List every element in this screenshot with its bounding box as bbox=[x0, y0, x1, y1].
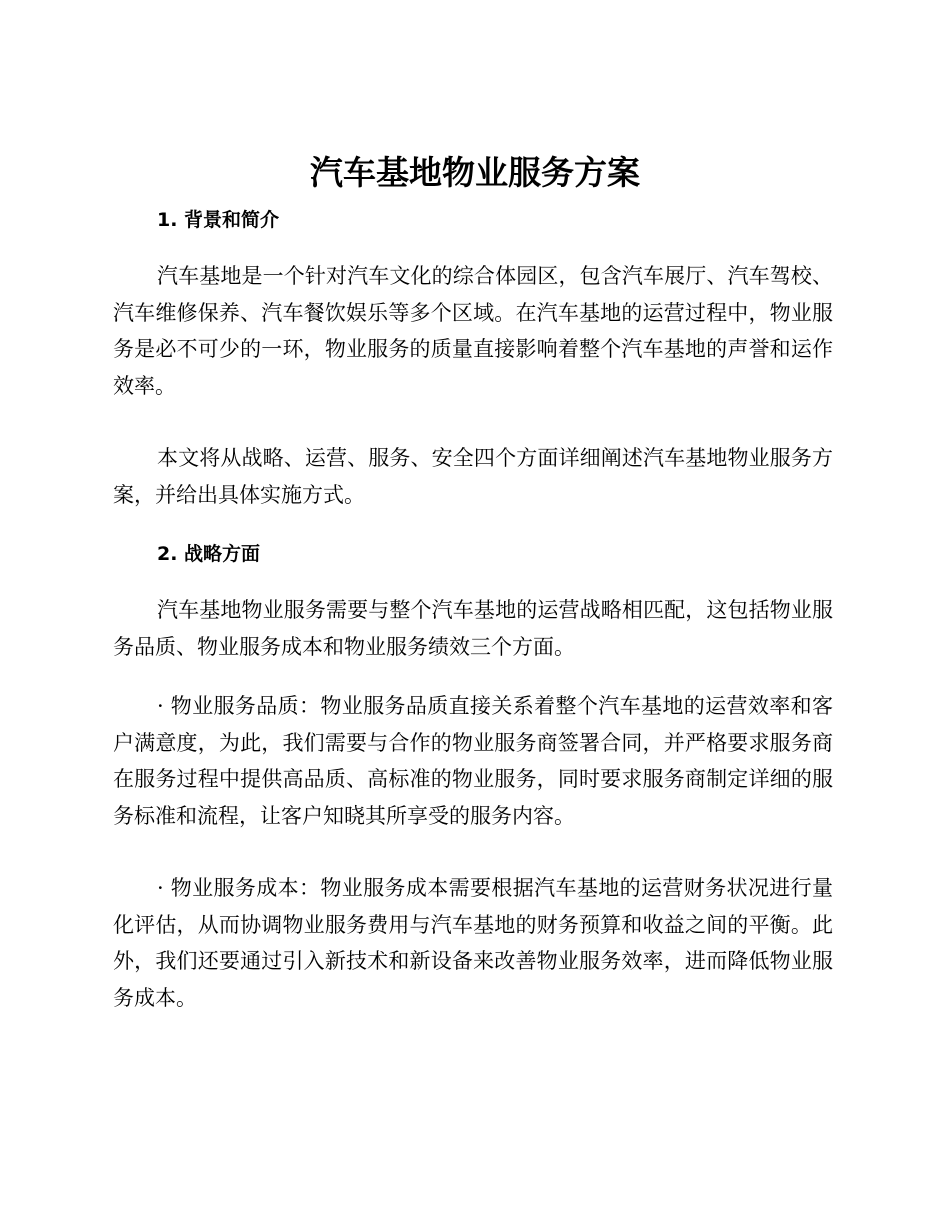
paragraph-background-scope: 本文将从战略、运营、服务、安全四个方面详细阐述汽车基地物业服务方案，并给出具体实施方式。 bbox=[113, 446, 833, 507]
paragraph-background-intro: 汽车基地是一个针对汽车文化的综合体园区，包含汽车展厅、汽车驾校、汽车维修保养、汽车餐饮娱乐等多个区域。在汽车基地的运营过程中，物业服务是必不可少的一环，物业服务的质量直接影响着整个汽车基地的声誉和运作效率。 bbox=[113, 264, 833, 398]
section-heading-background: 1. 背景和简介 bbox=[157, 209, 280, 231]
document-title: 汽车基地物业服务方案 bbox=[310, 153, 640, 192]
paragraph-strategy-overview: 汽车基地物业服务需要与整个汽车基地的运营战略相匹配，这包括物业服务品质、物业服务成本和物业服务绩效三个方面。 bbox=[113, 598, 833, 659]
paragraph-strategy-quality: · 物业服务品质：物业服务品质直接关系着整个汽车基地的运营效率和客户满意度，为此，我们需要与合作的物业服务商签署合同，并严格要求服务商在服务过程中提供高品质、高标准的物业服务，同时要求服务商制定详细的服务标准和流程，让客户知晓其所享受的服务内容。 bbox=[113, 694, 833, 828]
section-heading-strategy: 2. 战略方面 bbox=[157, 543, 261, 565]
paragraph-strategy-cost: · 物业服务成本：物业服务成本需要根据汽车基地的运营财务状况进行量化评估，从而协调物业服务费用与汽车基地的财务预算和收益之间的平衡。此外，我们还要通过引入新技术和新设备来改善物业服务效率，进而降低物业服务成本。 bbox=[113, 876, 833, 1010]
